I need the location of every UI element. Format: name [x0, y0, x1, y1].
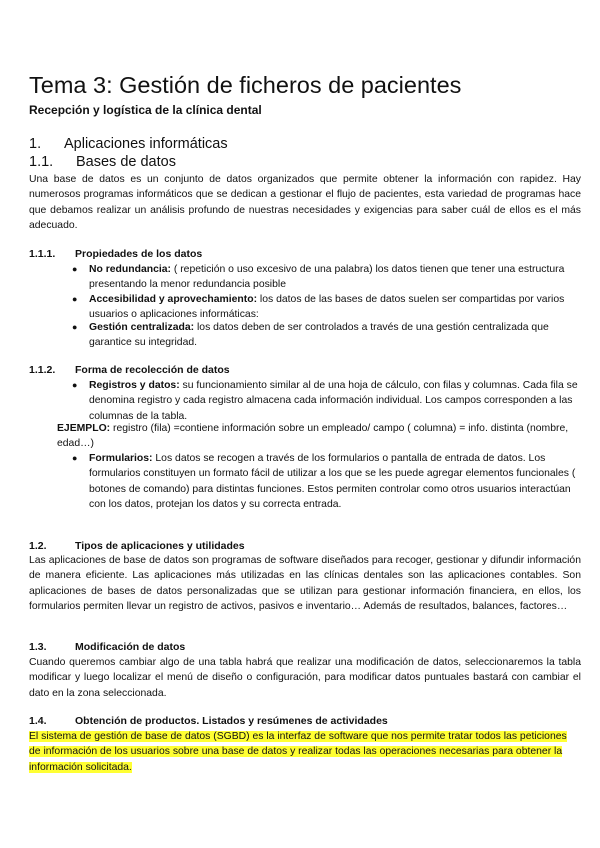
- highlighted-text: El sistema de gestión de base de datos (SGBD) es la interfaz de software que nos permite tratar todos las peticiones de información de los usuarios sobre una base de datos y realizar todas las operaciones necesarias para obtener la información solicitada.: [29, 731, 567, 773]
- example-text: registro (fila) =contiene información sobre un empleado/ campo ( columna) = info. distinta (nombre, edad…): [57, 423, 569, 450]
- list-item: [72, 451, 579, 512]
- example-note: [57, 421, 579, 452]
- bullet-icon: ●: [72, 294, 78, 304]
- section-1-1-paragraph: Una base de datos es un conjunto de datos organizados que permite obtener la información con rapidez. Hay numerosos programas informáticos que se dedican a gestionar el flujo de pacientes, esta variedad de programas hace que debamos realizar un análisis profundo de nuestras necesidades y exigencias para saber cuál de ellos es el más adecuado.: [29, 174, 581, 231]
- section-1-heading: [29, 136, 228, 152]
- list-item-text: su funcionamiento similar al de una hoja de cálculo, con filas y columnas. Cada fila se denomina registro y cada registro almacena cada información individual. Los campos corresponden a las columnas de la tabla.: [89, 380, 578, 422]
- section-title: Obtención de productos. Listados y resúmenes de actividades: [75, 715, 388, 727]
- page-subtitle: Recepción y logística de la clínica dental: [29, 103, 262, 117]
- list-item-text: los datos deben de ser controlados a través de una gestión centralizada que garantice su integridad.: [89, 322, 549, 349]
- section-number: 1.1.1.: [29, 248, 56, 260]
- list-item: [72, 262, 579, 293]
- section-1-2-heading: [29, 540, 245, 552]
- section-title: Forma de recolección de datos: [75, 364, 230, 376]
- bullet-icon: ●: [72, 264, 78, 274]
- list-item: [72, 320, 579, 351]
- list-item-term: Gestión centralizada:: [89, 322, 195, 333]
- list-item-term: No redundancia:: [89, 264, 171, 275]
- list-item-text: Los datos se recogen a través de los formularios o pantalla de entrada de datos. Los formularios constituyen un formato fácil de utilizar a los que se les puede agregar elementos funcionales ( botones de comando) para distintas funciones. Estos permiten controlar como otros usuarios interactúan con los datos, protejan los datos y su correcta entrada.: [89, 453, 576, 510]
- section-1-2-paragraph: Las aplicaciones de base de datos son programas de software diseñados para recoger, gestionar y difundir información de manera eficiente. Las aplicaciones más utilizadas en las clínicas dentales son las aplicaciones contables. Son aplicaciones de bases de datos personalizadas que se utilizan para gestionar información financiera, en ellos, los formularios permiten llevar un registro de activos, pasivos e inventario… Además de resultados, balances, factores…: [29, 555, 581, 612]
- section-title: Tipos de aplicaciones y utilidades: [75, 540, 245, 552]
- bullet-icon: ●: [72, 322, 78, 332]
- section-number: 1.: [29, 136, 42, 152]
- section-number: 1.4.: [29, 715, 47, 727]
- section-number: 1.1.2.: [29, 364, 56, 376]
- section-number: 1.1.: [29, 154, 54, 170]
- section-number: 1.3.: [29, 641, 47, 653]
- list-item: [72, 292, 579, 323]
- list-item-text: ( repetición o uso excesivo de una palabra) los datos tienen que tener una estructura presentando la menor redundancia posible: [89, 264, 565, 291]
- bullet-icon: ●: [72, 380, 78, 390]
- section-1-1-heading: [29, 154, 176, 170]
- list-item: [72, 378, 579, 424]
- list-item-term: Accesibilidad y aprovechamiento:: [89, 294, 258, 305]
- section-1-4-heading: [29, 715, 388, 727]
- section-1-3-paragraph: Cuando queremos cambiar algo de una tabla habrá que realizar una modificación de datos, seleccionaremos la tabla modificar y luego localizar el menú de diseño o configuración, para modificar datos puntuales bastará con cambiar el dato en la zona seleccionada.: [29, 657, 581, 699]
- section-1-4-paragraph: [29, 729, 581, 775]
- list-item-text: los datos de las bases de datos suelen ser compartidas por varios usuarios o aplicaciones informáticas:: [89, 294, 565, 321]
- section-1-1-1-heading: [29, 248, 202, 260]
- list-item-term: Registros y datos:: [89, 380, 180, 391]
- section-title: Propiedades de los datos: [75, 248, 203, 260]
- list-item-term: Formularios:: [89, 453, 153, 464]
- example-label: EJEMPLO:: [57, 423, 111, 434]
- bullet-icon: ●: [72, 453, 78, 463]
- section-1-1-2-heading: [29, 364, 230, 376]
- section-title: Bases de datos: [76, 154, 176, 170]
- page-title: Tema 3: Gestión de ficheros de pacientes: [29, 72, 462, 98]
- section-title: Modificación de datos: [75, 641, 186, 653]
- section-1-3-heading: [29, 641, 185, 653]
- section-number: 1.2.: [29, 540, 47, 552]
- section-title: Aplicaciones informáticas: [64, 136, 228, 152]
